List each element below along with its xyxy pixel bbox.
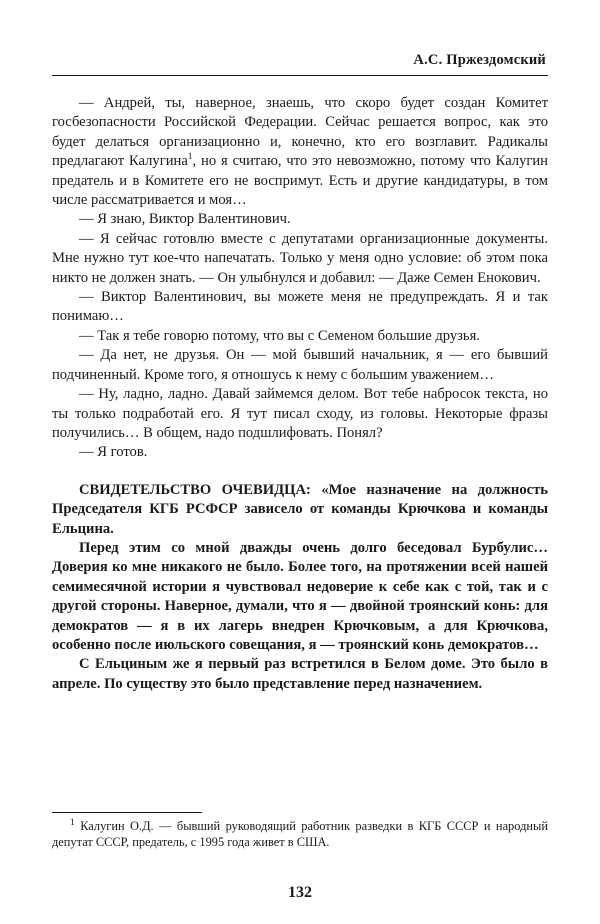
paragraph-1-part-a: — Андрей, ты, наверное, знаешь, что скоро будет создан Комитет госбезопасности Российской Федерации. Сейчас решается вопрос, как это будет делаться организационно и, конечно, кто его возглавит. Радикалы предлагают Калугина bbox=[52, 95, 548, 170]
witness-label: СВИДЕТЕЛЬСТВО ОЧЕВИДЦА: bbox=[79, 481, 311, 498]
witness-paragraph-3: С Ельциным же я первый раз встретился в Белом доме. Это было в апреле. По существу это было представление перед назначением. bbox=[52, 656, 548, 692]
paragraph-7: — Ну, ладно, ладно. Давай займемся делом. Вот тебе набросок текста, но ты только подработай его. Я тут писал сходу, из головы. Некоторые фразы получились… В общем, надо подшлифовать. Понял? bbox=[52, 386, 548, 441]
paragraph-1-part-b: , но я считаю, что это невозможно, потому что Калугин предатель и в Комитете его не воспримут. Есть и другие кандидатуры, в том числе рассматривается и моя… bbox=[52, 153, 548, 209]
paragraph-2: — Я знаю, Виктор Валентинович. bbox=[79, 211, 291, 228]
paragraph-1 bbox=[52, 94, 548, 210]
witness-quote-opening: «Мое назначение на должность Председателя КГБ РСФСР зависело от команды Крючкова и команды Ельцина. bbox=[52, 481, 548, 537]
footnote-reference[interactable]: 1 bbox=[187, 152, 193, 163]
footnote-area bbox=[52, 812, 548, 850]
running-head: А.С. Пржездомский bbox=[413, 52, 546, 68]
header-rule bbox=[52, 75, 548, 76]
paragraph-5: — Так я тебе говорю потому, что вы с Семеном большие друзья. bbox=[79, 327, 480, 344]
witness-paragraph-2: Перед этим со мной дважды очень долго беседовал Бурбулис… Доверия ко мне никакого не было. Более того, на протяжении всей нашей семимесячной истории я чувствовал недоверие к себе как с той, так и с другой стороны. Наверное, думали, что я — двойной троянский конь: для демократов — я в их лагерь внедрен Крючковым, а для Крючкова, особенно после июльского совещания, я — троянский конь демократов… bbox=[52, 539, 548, 653]
footnote-entry bbox=[52, 818, 548, 850]
paragraph-8: — Я готов. bbox=[79, 444, 148, 461]
witness-testimony-block bbox=[52, 481, 548, 694]
body-text bbox=[52, 94, 548, 463]
footnote-text: Калугин О.Д. — бывший руководящий работник разведки в КГБ СССР и народный депутат СССР, предатель, с 1995 года живет в США. bbox=[52, 818, 548, 849]
footnote-rule bbox=[52, 812, 202, 813]
page-number: 132 bbox=[288, 884, 312, 901]
paragraph-3: — Я сейчас готовлю вместе с депутатами организационные документы. Мне нужно тут кое-что напечатать. Только у меня одно условие: об этом пока никто не должен знать. — Он улыбнулся и добавил: — Даже Семен Енокович. bbox=[52, 230, 548, 286]
witness-paragraph-1 bbox=[52, 481, 548, 539]
paragraph-6: — Да нет, не друзья. Он — мой бывший начальник, я — его бывший подчиненный. Кроме того, я отношусь к нему с большим уважением… bbox=[52, 347, 548, 383]
paragraph-4: — Виктор Валентинович, вы можете меня не предупреждать. Я и так понимаю… bbox=[52, 289, 548, 325]
footnote-marker: 1 bbox=[70, 817, 75, 828]
